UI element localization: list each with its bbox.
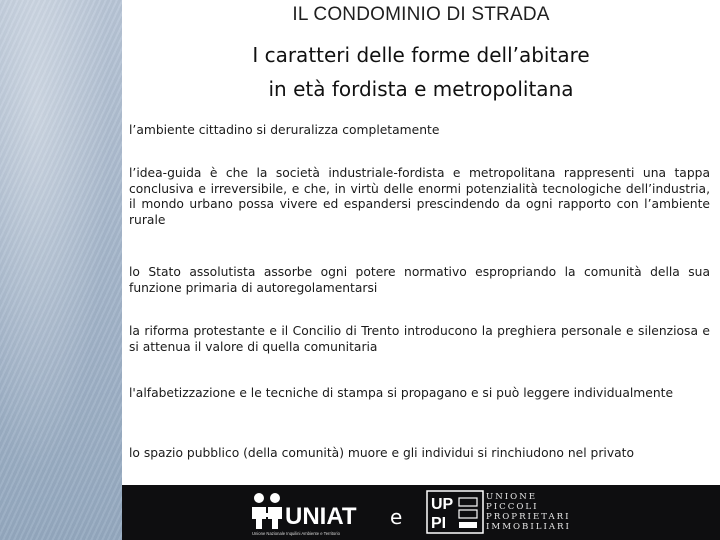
slide-title xyxy=(122,38,720,106)
uppi-logo-text xyxy=(486,492,606,532)
uniat-wordmark: UNIAT xyxy=(285,503,357,530)
footer-logo-bar xyxy=(122,485,720,540)
slide-header xyxy=(122,0,720,34)
uppi-line-3: PROPRIETARI xyxy=(486,512,571,522)
paragraph-4: la riforma protestante e il Concilio di Trento introducono la preghiera personale e silenziosa e si attenua il valore di quella comunitaria xyxy=(129,324,710,354)
uppi-line-2: PICCOLI xyxy=(486,502,539,512)
uppi-line-4: IMMOBILIARI xyxy=(486,522,571,532)
paragraph-5: l'alfabetizzazione e le tecniche di stampa si propagano e si può leggere individualmente xyxy=(129,386,674,400)
header-label: IL CONDOMINIO DI STRADA xyxy=(292,4,550,25)
uppi-mark-bottom: PI xyxy=(431,515,447,532)
uppi-logo-mark xyxy=(426,490,484,534)
paragraph-1: l’ambiente cittadino si deruralizza completamente xyxy=(129,123,440,137)
uppi-line-1: UNIONE xyxy=(486,492,537,502)
paragraph-2: l’idea-guida è che la società industriale-fordista e metropolitana rappresenti una tappa conclusiva e irreversibile, e che, in virtù delle enormi potenzialità tecnologiche dell’industria, il mondo urbano possa vivere ed espandersi prescindendo da ogni rapporto con l’ambiente rurale xyxy=(129,166,710,227)
uniat-logo xyxy=(250,489,390,537)
paragraph-3: lo Stato assolutista assorbe ogni potere normativo espropriando la comunità della sua funzione primaria di autoregolamentarsi xyxy=(129,265,710,295)
title-line-1: I caratteri delle forme dell’abitare xyxy=(252,43,590,67)
uniat-subtitle: Unione Nazionale Inquilini Ambiente e Territorio xyxy=(252,531,340,536)
decorative-side-band xyxy=(0,0,122,540)
uppi-mark-top: UP xyxy=(431,496,454,513)
paragraph-6: lo spazio pubblico (della comunità) muore e gli individui si rinchiudono nel privato xyxy=(129,446,634,460)
logo-conjunction: e xyxy=(390,505,403,529)
title-line-2: in età fordista e metropolitana xyxy=(268,77,574,101)
